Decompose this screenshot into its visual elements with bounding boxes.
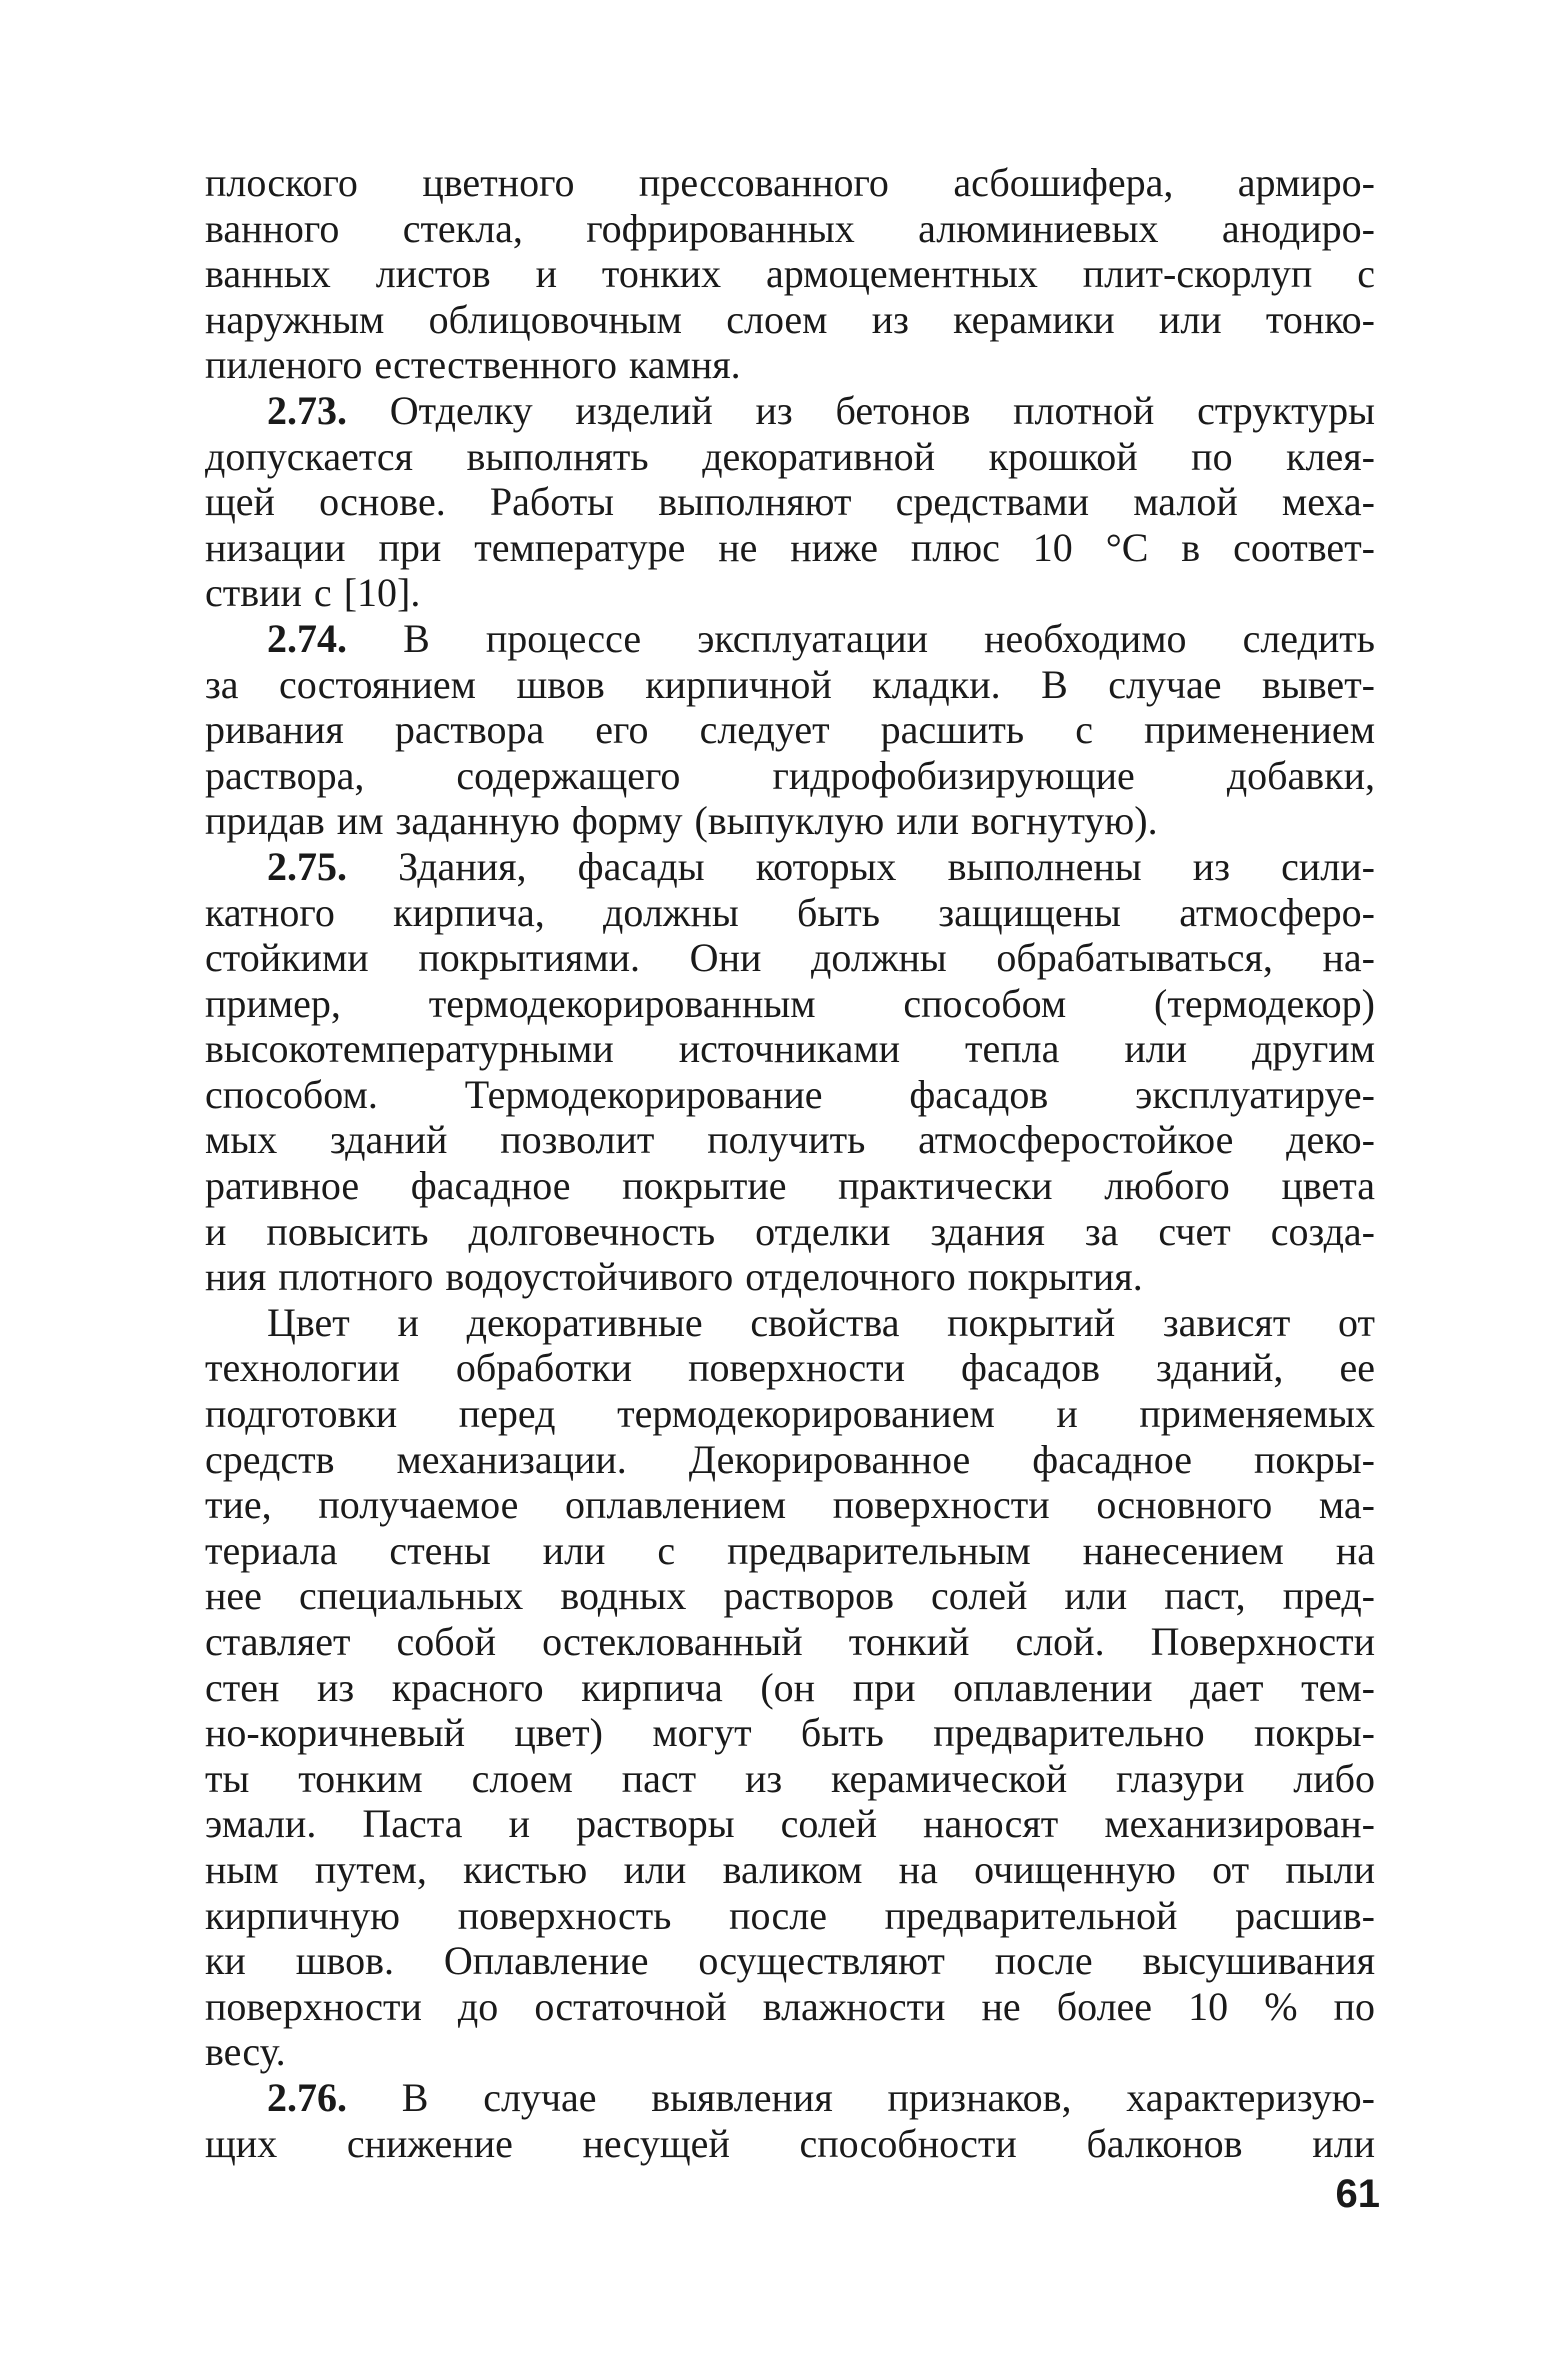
text-line: ративное фасадное покрытие практически любого цвета (205, 1163, 1375, 1209)
text-line: за состоянием швов кирпичной кладки. В случае вывет- (205, 661, 1375, 707)
text-line: высокотемпературными источниками тепла или другим (205, 1026, 1375, 1072)
text-line: плоского цветного прессованного асбошифера, армиро- (205, 160, 1375, 205)
text-line: териала стены или с предварительным нанесением на (205, 1527, 1375, 1573)
text-line: катного кирпича, должны быть защищены атмосферо- (205, 889, 1375, 935)
paragraph-continuation (205, 160, 1375, 388)
text-line: стойкими покрытиями. Они должны обрабатываться, на- (205, 935, 1375, 981)
text-fragment: Здания, фасады которых выполнены из сили- (347, 843, 1375, 889)
text-line: ставляет собой остеклованный тонкий слой. Поверхности (205, 1619, 1375, 1664)
text-line: но-коричневый цвет) могут быть предварительно покры- (205, 1710, 1375, 1756)
text-line: Цвет и декоративные свойства покрытий зависят от (267, 1299, 1375, 1345)
text-line: раствора, содержащего гидрофобизирующие добавки, (205, 752, 1375, 798)
text-fragment: В процессе эксплуатации необходимо следить (347, 615, 1375, 661)
text-line: технологии обработки поверхности фасадов зданий, ее (205, 1345, 1375, 1391)
paragraph-2-75 (205, 844, 1375, 1300)
text-line: весу. (205, 2029, 286, 2075)
text-line: кирпичную поверхность после предварительной расшив- (205, 1892, 1375, 1938)
text-line: пиленого естественного камня. (205, 342, 741, 388)
paragraph-number: 2.75. (267, 843, 347, 889)
text-line: низации при температуре не ниже плюс 10 °С в соответ- (205, 524, 1375, 570)
body-text (205, 160, 1375, 2166)
paragraph-2-76 (205, 2075, 1375, 2166)
text-line: ки швов. Оплавление осуществляют после высушивания (205, 1938, 1375, 1984)
paragraph-2-74 (205, 616, 1375, 844)
text-line: поверхности до остаточной влажности не более 10 % по (205, 1983, 1375, 2029)
text-line: средств механизации. Декорированное фасадное покры- (205, 1436, 1375, 1482)
text-line: щих снижение несущей способности балконов или (205, 2120, 1375, 2166)
text-line: эмали. Паста и растворы солей наносят механизирован- (205, 1801, 1375, 1847)
text-line: способом. Термодекорирование фасадов эксплуатируе- (205, 1071, 1375, 1117)
text-fragment: В случае выявления признаков, характеризую- (347, 2074, 1375, 2120)
text-line: и повысить долговечность отделки здания за счет созда- (205, 1208, 1375, 1254)
text-line: тие, получаемое оплавлением поверхности основного ма- (205, 1482, 1375, 1528)
text-line (205, 388, 1375, 434)
text-line: стен из красного кирпича (он при оплавлении дает тем- (205, 1664, 1375, 1710)
paragraph-number: 2.73. (267, 387, 347, 433)
text-line: наружным облицовочным слоем из керамики или тонко- (205, 296, 1375, 342)
text-line: ствии с [10]. (205, 570, 421, 616)
text-line: пример, термодекорированным способом (термодекор) (205, 980, 1375, 1026)
text-line: допускается выполнять декоративной крошкой по клея- (205, 433, 1375, 479)
text-line: ния плотного водоустойчивого отделочного покрытия. (205, 1254, 1143, 1300)
text-line: мых зданий позволит получить атмосферостойкое деко- (205, 1117, 1375, 1163)
text-line (205, 844, 1375, 890)
paragraph-2-73 (205, 388, 1375, 616)
text-line (205, 2075, 1375, 2121)
text-line: нее специальных водных растворов солей или паст, пред- (205, 1573, 1375, 1619)
text-line: придав им заданную форму (выпуклую или вогнутую). (205, 798, 1158, 844)
paragraph-number: 2.74. (267, 615, 347, 661)
paragraph-color-properties (205, 1300, 1375, 2075)
text-line: ты тонким слоем паст из керамической глазури либо (205, 1755, 1375, 1801)
text-line (205, 616, 1375, 662)
text-line: ванных листов и тонких армоцементных плит-скорлуп с (205, 251, 1375, 297)
text-line: подготовки перед термодекорированием и применяемых (205, 1391, 1375, 1437)
text-line: ным путем, кистью или валиком на очищенную от пыли (205, 1846, 1375, 1892)
page-number: 61 (1335, 2172, 1380, 2216)
text-line: ванного стекла, гофрированных алюминиевых анодиро- (205, 205, 1375, 251)
text-line: ривания раствора его следует расшить с применением (205, 707, 1375, 753)
text-line: щей основе. Работы выполняют средствами малой меха- (205, 479, 1375, 525)
text-fragment: Отделку изделий из бетонов плотной структуры (347, 387, 1375, 433)
paragraph-number: 2.76. (267, 2074, 347, 2120)
